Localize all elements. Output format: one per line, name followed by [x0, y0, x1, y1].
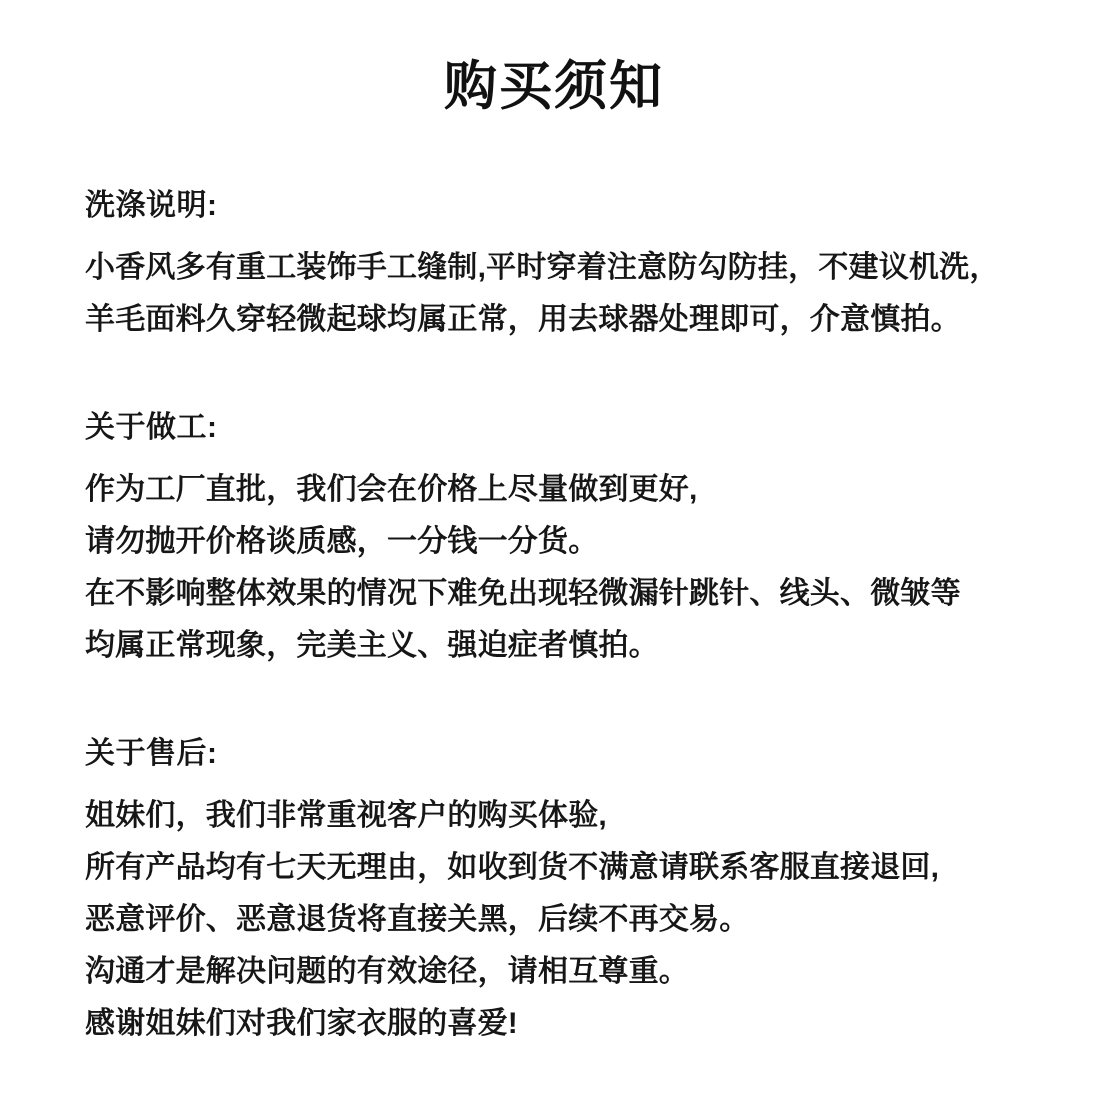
section-line: 在不影响整体效果的情况下难免出现轻微漏针跳针、线头、微皱等 — [85, 577, 961, 610]
section-after-sales — [85, 728, 1045, 1050]
section-line: 姐妹们，我们非常重视客户的购买体验, — [85, 799, 607, 832]
section-washing-instructions — [85, 180, 1045, 346]
section-line: 小香风多有重工装饰手工缝制,平时穿着注意防勾防挂，不建议机洗， — [85, 251, 1000, 284]
section-line: 所有产品均有七天无理由，如收到货不满意请联系客服直接退回, — [85, 851, 940, 884]
section-heading-after-sales: 关于售后: — [85, 737, 218, 770]
section-line: 恶意评价、恶意退货将直接关黑，后续不再交易。 — [85, 903, 750, 936]
section-line: 作为工厂直批，我们会在价格上尽量做到更好, — [85, 473, 698, 506]
section-heading-about-craftsmanship: 关于做工: — [85, 411, 218, 444]
page-title: 购买须知 — [444, 57, 664, 116]
notice-content — [85, 180, 1045, 1050]
section-line: 感谢姐妹们对我们家衣服的喜爱! — [85, 1007, 518, 1040]
section-line: 沟通才是解决问题的有效途径，请相互尊重。 — [85, 955, 689, 988]
section-line: 均属正常现象，完美主义、强迫症者慎拍。 — [85, 629, 659, 662]
section-line: 羊毛面料久穿轻微起球均属正常，用去球器处理即可，介意慎拍。 — [85, 303, 961, 336]
section-about-craftsmanship — [85, 402, 1045, 672]
section-line: 请勿抛开价格谈质感，一分钱一分货。 — [85, 525, 599, 558]
section-heading-washing-instructions: 洗涤说明: — [85, 189, 218, 222]
